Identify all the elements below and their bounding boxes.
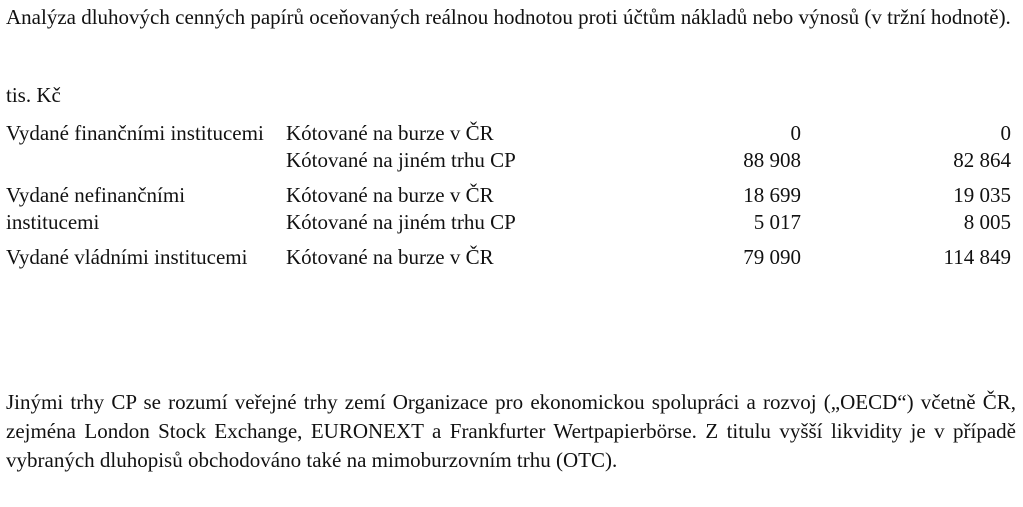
intro-paragraph: Analýza dluhových cenných papírů oceňovaných reálnou hodnotou proti účtům nákladů nebo výnosů (v tržní hodnotě). <box>6 5 1011 29</box>
table-row <box>6 182 1016 209</box>
value-2-cell: 0 <box>1000 121 1011 145</box>
group-label: Vydané nefinančními institucemi <box>6 183 186 234</box>
group-label: Vydané finančními institucemi <box>6 121 264 145</box>
unit-label: tis. Kč <box>6 83 61 107</box>
value-2-cell: 8 005 <box>963 210 1011 234</box>
value-1-cell: 18 699 <box>743 183 801 207</box>
market-cell: Kótované na jiném trhu CP <box>286 148 516 172</box>
table-row <box>6 147 1016 174</box>
table-row <box>6 209 1016 236</box>
table-row <box>6 120 1016 147</box>
market-cell: Kótované na burze v ČR <box>286 121 494 145</box>
value-2-cell: 19 035 <box>953 183 1011 207</box>
market-cell: Kótované na jiném trhu CP <box>286 210 516 234</box>
value-1-cell: 79 090 <box>743 245 801 269</box>
value-1-cell: 5 017 <box>753 210 801 234</box>
value-2-cell: 82 864 <box>953 148 1011 172</box>
market-cell: Kótované na burze v ČR <box>286 245 494 269</box>
value-2-cell: 114 849 <box>943 245 1011 269</box>
table-row <box>6 244 1016 271</box>
value-1-cell: 88 908 <box>743 148 801 172</box>
market-cell: Kótované na burze v ČR <box>286 183 494 207</box>
group-label: Vydané vládními institucemi <box>6 245 248 269</box>
value-1-cell: 0 <box>790 121 801 145</box>
footnote-paragraph: Jinými trhy CP se rozumí veřejné trhy zemí Organizace pro ekonomickou spolupráci a rozvoj („OECD“) včetně ČR, zejména London Stock Exchange, EURONEXT a Frankfurter Wertpapierbörse. Z titulu vyšší likvidity je v případě vybraných dluhopisů obchodováno také na mimoburzovním trhu (OTC). <box>6 390 1016 472</box>
